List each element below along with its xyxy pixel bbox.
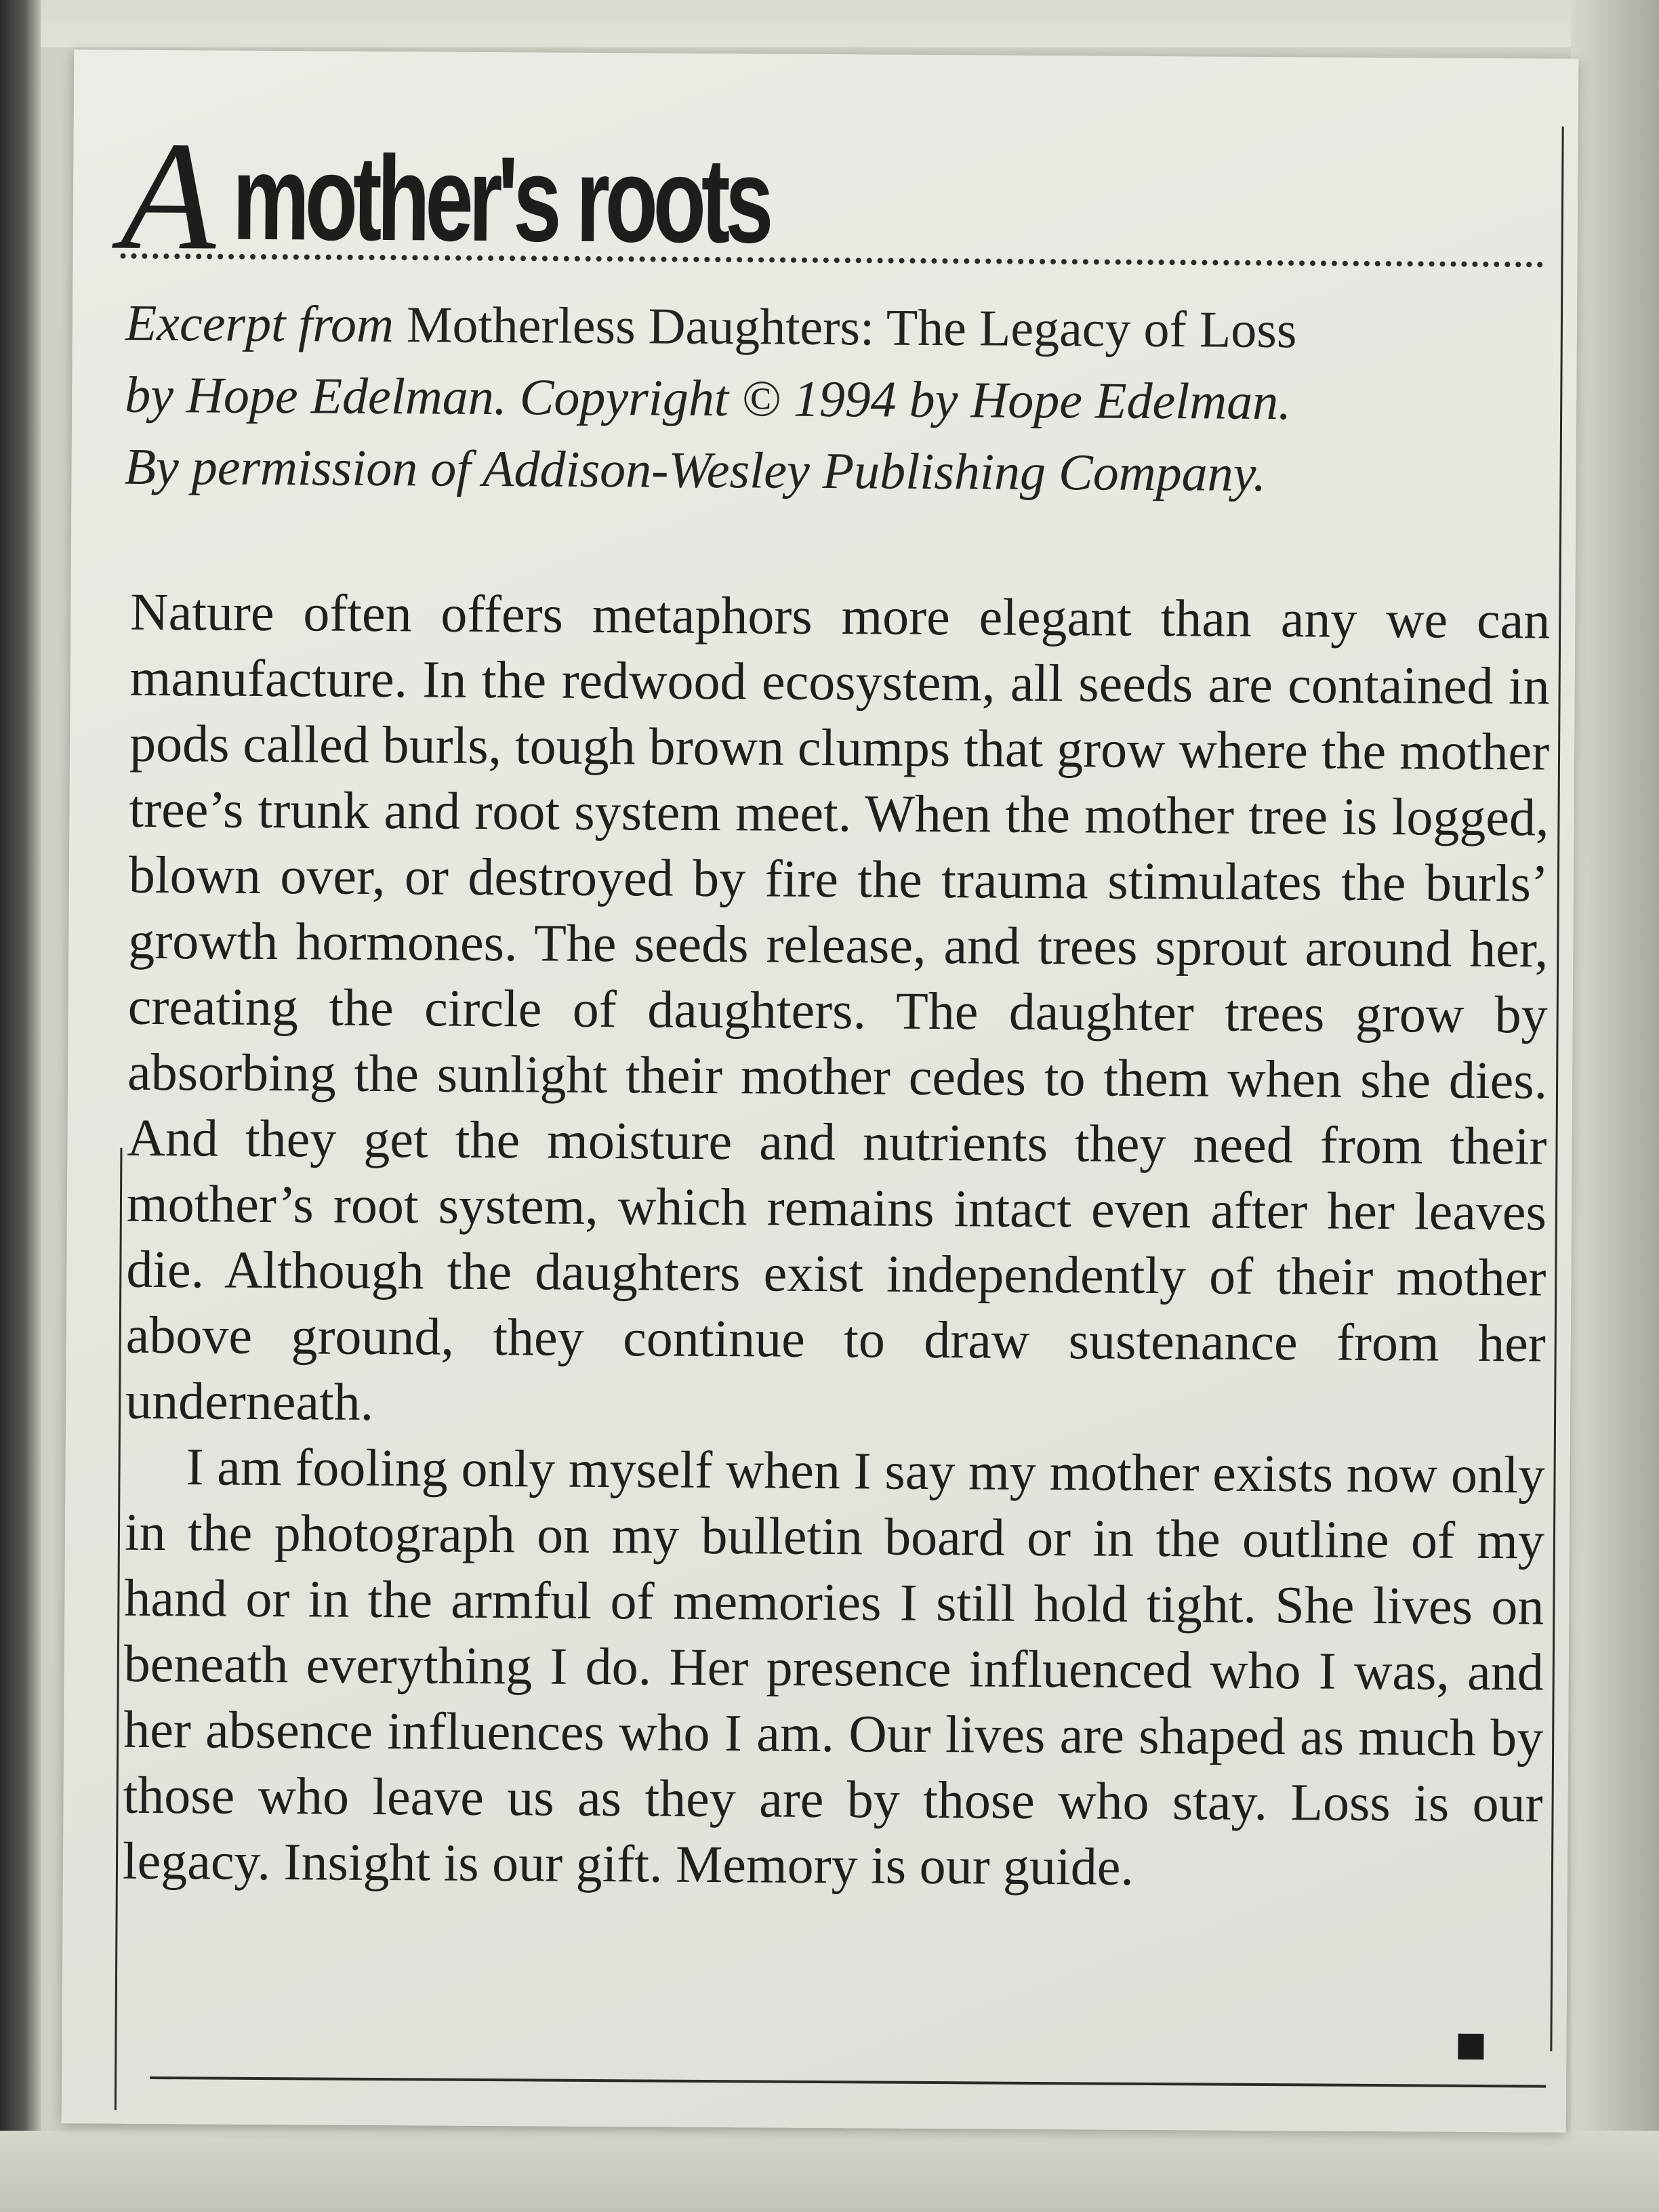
newspaper-clipping xyxy=(62,49,1579,2133)
article-body xyxy=(123,579,1551,1902)
article-paragraph-1: Nature often offers metaphors more elegant than any we can manufacture. In the redwood ecosystem, all seeds are contained in pods called burls, tough brown clumps that grow where the mother tree’s trunk and root system meet. When the mother tree is logged, blown over, or destroyed by fire the trauma stimulates the burls’ growth hormones. The seeds release, and trees sprout around her, creating the circle of daughters. The daughter trees grow by absorbing the sunlight their mother cedes to them when she dies. And they get the moisture and nutrients they need from their mother’s root system, which remains intact even after her leaves die. Although the daughters exist independently of their mother above ground, they continue to draw sustenance from her underneath. xyxy=(125,581,1551,1431)
bottom-border-rule xyxy=(150,2076,1546,2088)
credit-book-title: Motherless Daughters: The Legacy of Loss xyxy=(406,296,1297,359)
source-credit xyxy=(124,287,1555,512)
headline xyxy=(120,77,977,283)
headline-initial: A xyxy=(120,108,214,283)
credit-excerpt-label: Excerpt from xyxy=(125,294,394,354)
article-paragraph-2: I am fooling only myself when I say my mother exists now only in the photograph on my bulletin board or in the outline of my hand or in the armful of memories I still hold tight. She lives on beneath everything I do. Her presence influenced who I was, and her absence influences who I am. Our lives are shaped as much by those who leave us as they are by those who stay. Loss is our legacy. Insight is our gift. Memory is our guide. xyxy=(122,1437,1545,1896)
frame-top xyxy=(0,0,1659,47)
frame-right xyxy=(1571,0,1659,2212)
credit-copyright: by Hope Edelman. Copyright © 1994 by Hope Edelman. xyxy=(124,366,1292,431)
credit-permission: By permission of Addison-Wesley Publishing Company. xyxy=(124,438,1267,503)
frame-bottom xyxy=(0,2131,1659,2212)
frame-left xyxy=(0,0,41,2212)
end-of-article-mark xyxy=(1458,2034,1483,2060)
headline-text: mother's roots xyxy=(231,129,769,268)
left-border-rule xyxy=(115,1148,123,2110)
